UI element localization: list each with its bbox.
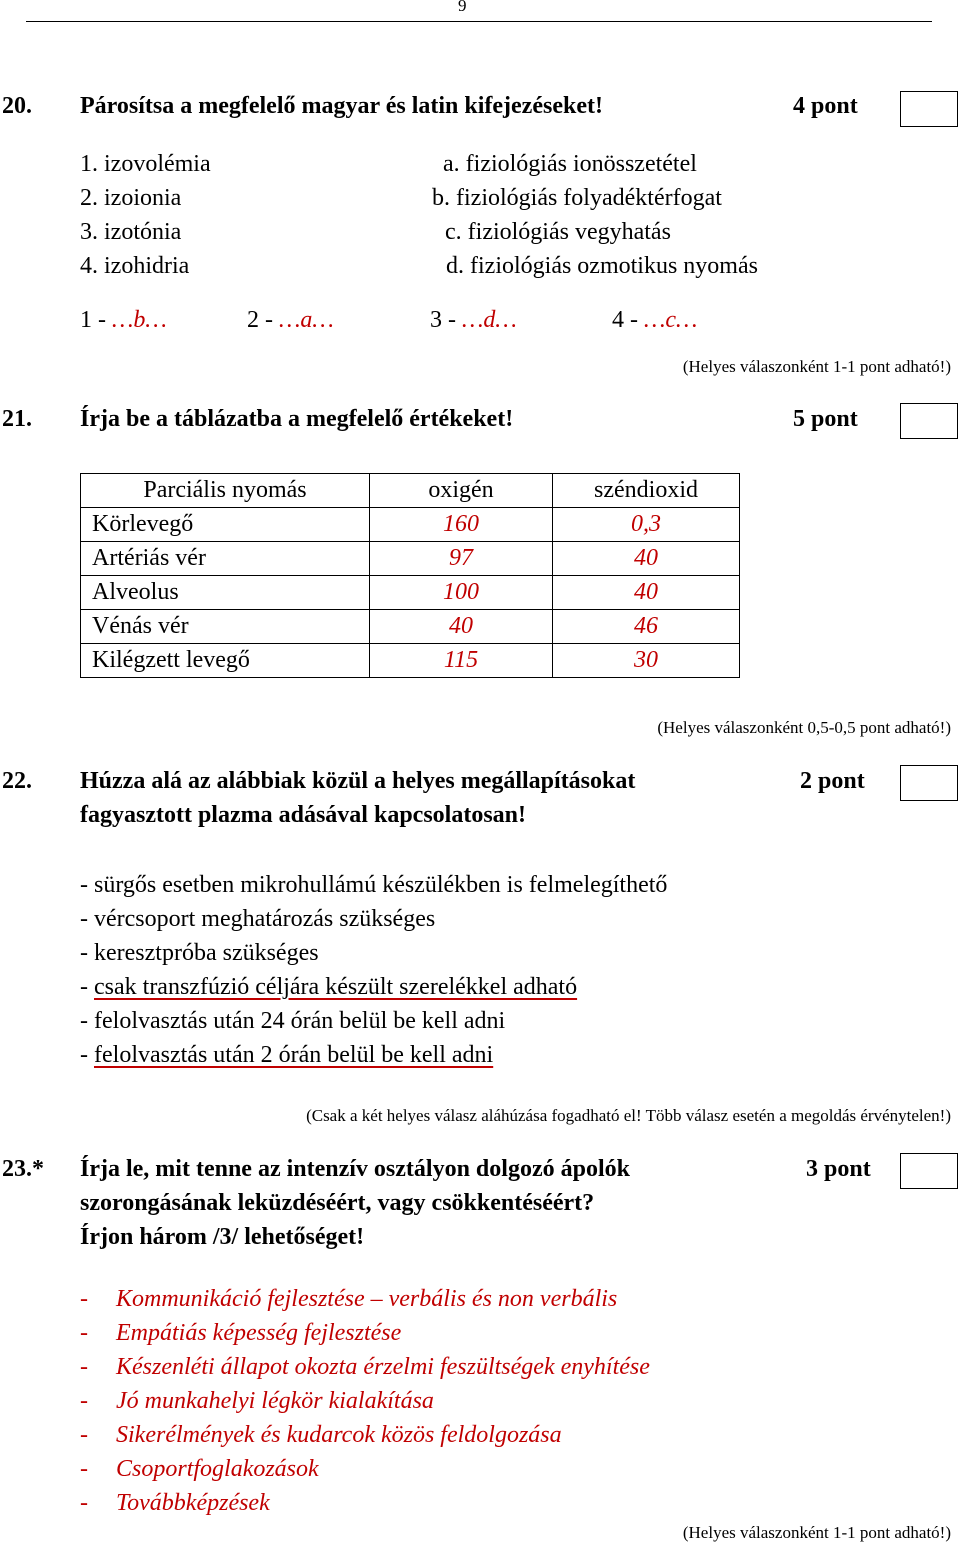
score-box[interactable] <box>900 765 958 801</box>
statement-text: keresztpróba szükséges <box>94 940 319 966</box>
answer-dash: - <box>80 1422 88 1448</box>
answer-value: …a… <box>279 307 334 333</box>
list-item: 3. izotónia <box>80 219 182 245</box>
row-label: Artériás vér <box>81 542 370 576</box>
list-item: b. fiziológiás folyadéktérfogat <box>432 185 722 211</box>
table-row <box>81 542 740 576</box>
answer-dash: - <box>80 1388 88 1414</box>
answer-text: Sikerélmények és kudarcok közös feldolgozása <box>116 1422 562 1448</box>
oxygen-value: 40 <box>370 610 553 644</box>
answer-item <box>80 1384 650 1418</box>
question-number: 20. <box>2 93 32 119</box>
table-header-cell: Parciális nyomás <box>81 474 370 508</box>
answer-item <box>80 1316 650 1350</box>
answer-pair <box>247 303 334 337</box>
statement-text-underlined: felolvasztás után 2 órán belül be kell adni <box>94 1042 494 1068</box>
answer-text: Készenléti állapot okozta érzelmi feszültségek enyhítése <box>116 1354 650 1380</box>
statement-dash: - <box>80 1008 94 1034</box>
answer-dash: - <box>80 1456 88 1482</box>
statement-text: vércsoport meghatározás szükséges <box>94 906 436 932</box>
scoring-note: (Csak a két helyes válasz aláhúzása fogadható el! Több válasz esetén a megoldás érvénytelen!) <box>306 1106 951 1125</box>
row-label: Kilégzett levegő <box>81 644 370 678</box>
oxygen-value: 100 <box>370 576 553 610</box>
table-row <box>81 508 740 542</box>
statement-dash: - <box>80 974 94 1000</box>
list-item: 2. izoionia <box>80 185 182 211</box>
question-number: 22. <box>2 768 32 794</box>
answer-pair <box>612 303 697 337</box>
question-number: 21. <box>2 406 32 432</box>
co2-value: 46 <box>553 610 740 644</box>
row-label: Vénás vér <box>81 610 370 644</box>
oxygen-value: 160 <box>370 508 553 542</box>
question-title-line: Írja le, mit tenne az intenzív osztályon dolgozó ápolók <box>80 1156 630 1182</box>
co2-value: 40 <box>553 542 740 576</box>
header-rule <box>26 21 932 22</box>
list-item: 1. izovolémia <box>80 151 211 177</box>
statement-item[interactable] <box>80 970 667 1004</box>
statement-text-underlined: csak transzfúzió céljára készült szerelékkel adható <box>94 974 578 1000</box>
co2-value: 0,3 <box>553 508 740 542</box>
answer-text: Csoportfoglakozások <box>116 1456 319 1482</box>
list-item: d. fiziológiás ozmotikus nyomás <box>446 253 758 279</box>
scoring-note: (Helyes válaszonként 1-1 pont adható!) <box>682 1523 951 1542</box>
question-title-line: Írjon három /3/ lehetőséget! <box>80 1224 365 1250</box>
answer-value: …c… <box>644 307 698 333</box>
oxygen-value: 97 <box>370 542 553 576</box>
answer-text: Továbbképzések <box>116 1490 270 1516</box>
answer-prefix: 4 - <box>612 307 644 333</box>
list-item: c. fiziológiás vegyhatás <box>445 219 671 245</box>
statement-dash: - <box>80 940 94 966</box>
answer-value: …d… <box>462 307 517 333</box>
points-label: 4 pont <box>793 93 858 119</box>
answer-text: Kommunikáció fejlesztése – verbális és non verbális <box>116 1286 618 1312</box>
oxygen-value: 115 <box>370 644 553 678</box>
statement-text: felolvasztás után 24 órán belül be kell adni <box>94 1008 506 1034</box>
answer-dash: - <box>80 1286 88 1312</box>
table-row <box>81 610 740 644</box>
statement-item[interactable] <box>80 902 667 936</box>
question-title-line: fagyasztott plazma adásával kapcsolatosan! <box>80 802 527 828</box>
answer-item <box>80 1418 650 1452</box>
statement-item[interactable] <box>80 868 667 902</box>
answer-dash: - <box>80 1354 88 1380</box>
page-number: 9 <box>458 0 467 15</box>
scoring-note: (Helyes válaszonként 1-1 pont adható!) <box>682 357 951 376</box>
co2-value: 40 <box>553 576 740 610</box>
statement-item[interactable] <box>80 1004 667 1038</box>
score-box[interactable] <box>900 403 958 439</box>
left-list <box>80 147 211 283</box>
answer-item <box>80 1350 650 1384</box>
table-row <box>81 644 740 678</box>
answer-item <box>80 1486 650 1520</box>
statement-dash: - <box>80 906 94 932</box>
question-title-line: Húzza alá az alábbiak közül a helyes megállapításokat <box>80 768 636 794</box>
answer-value: …b… <box>112 307 167 333</box>
answer-dash: - <box>80 1490 88 1516</box>
statement-item[interactable] <box>80 936 667 970</box>
co2-value: 30 <box>553 644 740 678</box>
table-header-cell: széndioxid <box>553 474 740 508</box>
statement-text: sürgős esetben mikrohullámú készülékben is felmelegíthető <box>94 872 668 898</box>
question-title: Írja be a táblázatba a megfelelő értékeket! <box>80 406 514 432</box>
answer-prefix: 3 - <box>430 307 462 333</box>
points-label: 2 pont <box>800 768 865 794</box>
answer-item <box>80 1282 650 1316</box>
answer-prefix: 2 - <box>247 307 279 333</box>
row-label: Körlevegő <box>81 508 370 542</box>
partial-pressure-table <box>80 473 740 678</box>
statement-dash: - <box>80 1042 94 1068</box>
table-row <box>81 576 740 610</box>
list-item: a. fiziológiás ionösszetétel <box>443 151 697 177</box>
list-item: 4. izohidria <box>80 253 190 279</box>
question-title: Párosítsa a megfelelő magyar és latin kifejezéseket! <box>80 93 603 119</box>
answer-dash: - <box>80 1320 88 1346</box>
score-box[interactable] <box>900 1153 958 1189</box>
statement-item[interactable] <box>80 1038 667 1072</box>
answer-item <box>80 1452 650 1486</box>
answer-pair <box>80 303 167 337</box>
table-header-row <box>81 474 740 508</box>
question-number: 23.* <box>2 1156 44 1182</box>
table-header-cell: oxigén <box>370 474 553 508</box>
points-label: 3 pont <box>806 1156 871 1182</box>
score-box[interactable] <box>900 91 958 127</box>
answer-text: Empátiás képesség fejlesztése <box>116 1320 402 1346</box>
row-label: Alveolus <box>81 576 370 610</box>
answer-prefix: 1 - <box>80 307 112 333</box>
question-title-line: szorongásának leküzdéséért, vagy csökkentéséért? <box>80 1190 595 1216</box>
scoring-note: (Helyes válaszonként 0,5-0,5 pont adható!) <box>657 718 951 737</box>
answer-pair <box>430 303 517 337</box>
points-label: 5 pont <box>793 406 858 432</box>
answer-text: Jó munkahelyi légkör kialakítása <box>116 1388 434 1414</box>
statement-dash: - <box>80 872 94 898</box>
statement-list <box>80 868 667 1072</box>
answer-list <box>80 1282 650 1520</box>
